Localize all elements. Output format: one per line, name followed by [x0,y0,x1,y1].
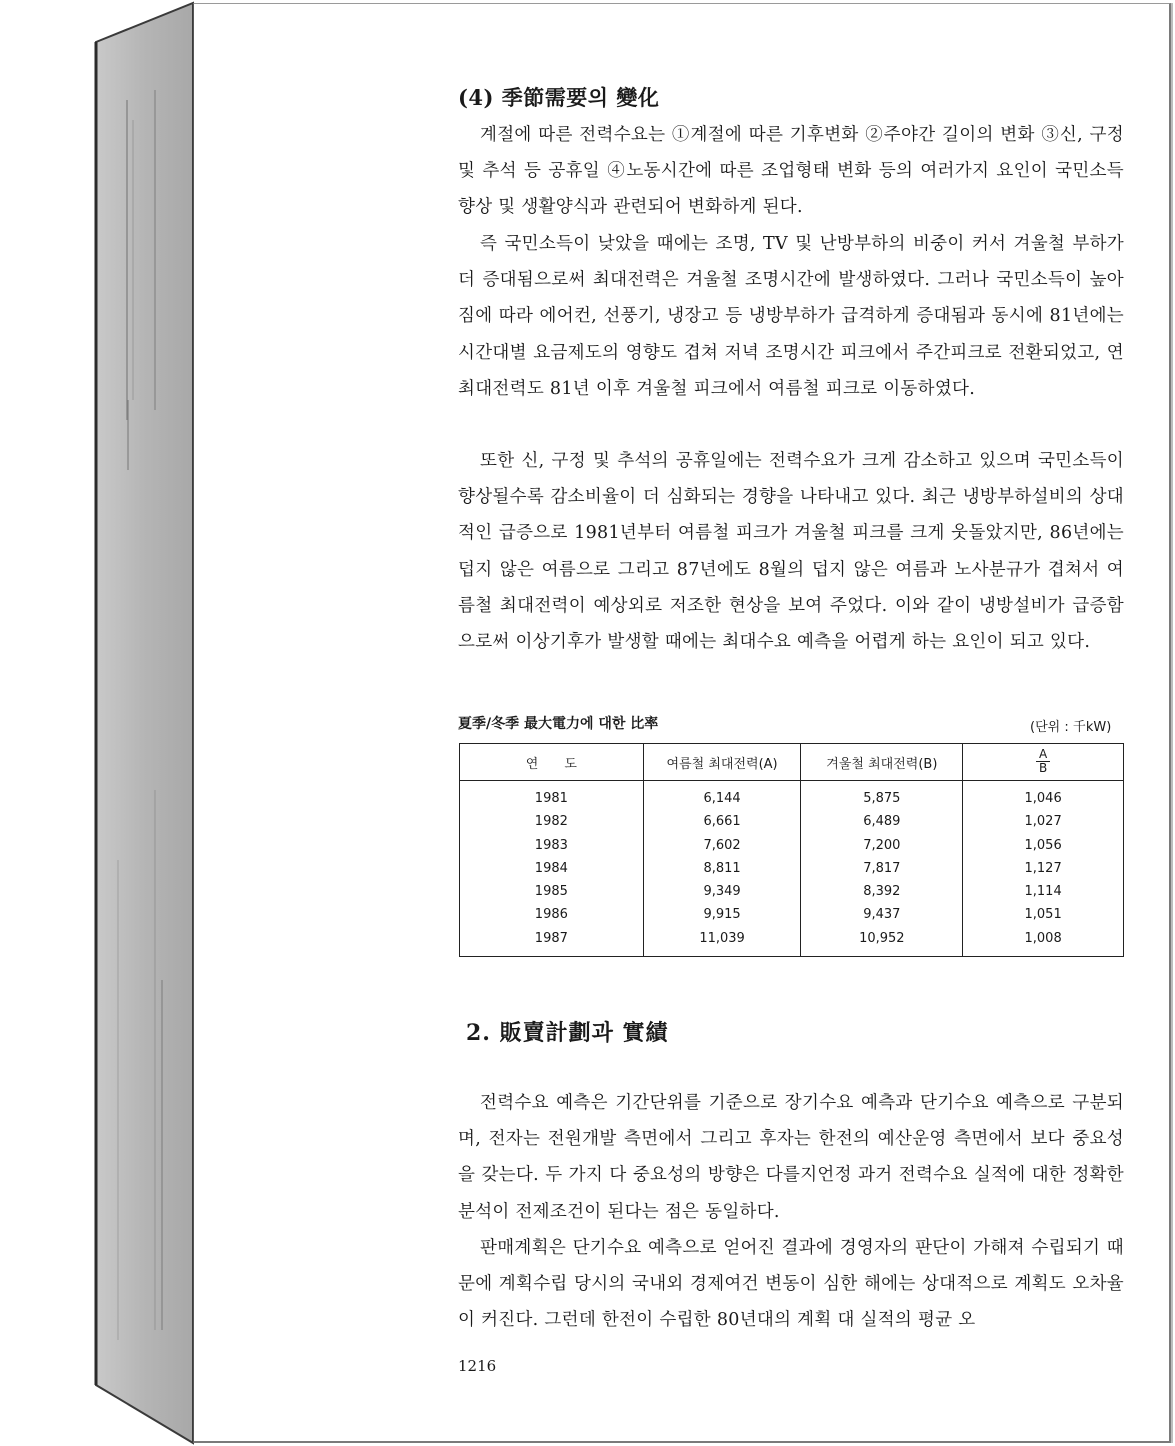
cell-winter: 9,437 [801,903,963,926]
cell-ratio: 1,127 [1024,860,1062,876]
header-winter-peak: 겨울철 최대전력(B) [801,744,963,781]
header-summer-peak: 여름철 최대전력(A) [643,744,801,781]
page-number: 1216 [458,1357,497,1375]
table-row [460,927,1124,957]
cell-winter: 6,489 [801,810,963,833]
chapter-heading: 2. 販賣計劃과 實績 [466,1020,669,1046]
cell-ratio: 1,008 [1024,930,1062,946]
cell-ratio: 1,114 [1024,884,1062,900]
cell-summer: 8,811 [643,857,801,880]
table-row [460,880,1124,903]
table-row [460,781,1124,811]
cell-year: 1987 [460,927,644,957]
cell-winter: 8,392 [801,880,963,903]
cell-ratio: 1,056 [1024,837,1062,853]
header-year: 연 도 [460,744,644,781]
cell-winter: 5,875 [801,781,963,811]
header-ratio [963,744,1124,781]
cell-ratio: 1,051 [1024,907,1062,923]
cell-winter: 7,200 [801,834,963,857]
ratio-numerator: A [1036,748,1050,762]
cell-year: 1982 [460,810,644,833]
cell-summer: 9,915 [643,903,801,926]
table-row [460,834,1124,857]
chapter-paragraph-2: 판매계획은 단기수요 예측으로 얻어진 결과에 경영자의 판단이 가해져 수립되기 때문에 계획수립 당시의 국내외 경제여건 변동이 심한 해에는 상대적으로 계획도 오차율이 커진다. 그런데 한전이 수립한 80년대의 계획 대 실적의 평균 오 [458,1238,1124,1331]
cell-winter: 7,817 [801,857,963,880]
cell-year: 1984 [460,857,644,880]
cell-year: 1983 [460,834,644,857]
peak-ratio-table [459,743,1124,957]
ratio-fraction [1036,748,1050,775]
section-paragraph-2: 즉 국민소득이 낮았을 때에는 조명, TV 및 난방부하의 비중이 커서 겨울철 부하가 더 증대됨으로써 최대전력은 겨울철 조명시간에 발생하였다. 그러나 국민소득이 높아짐에 따라 에어컨, 선풍기, 냉장고 등 냉방부하가 급격하게 증대됨과 동시에 81년에는 시간대별 요금제도의 영향도 겹쳐 저녁 조명시간 피크에서 주간피크로 전환되었고, 연 최대전력도 81년 이후 겨울철 피크에서 여름철 피크로 이동하였다. [458,234,1124,399]
section-paragraph-3: 또한 신, 구정 및 추석의 공휴일에는 전력수요가 크게 감소하고 있으며 국민소득이 향상될수록 감소비율이 더 심화되는 경향을 나타내고 있다. 최근 냉방부하설비의 상대적인 급증으로 1981년부터 여름철 피크가 겨울철 피크를 크게 웃돌았지만, 86년에는 덥지 않은 여름으로 그리고 87년에도 8월의 덥지 않은 여름과 노사분규가 겹쳐서 여름철 최대전력이 예상외로 저조한 현상을 보여 주었다. 이와 같이 냉방설비가 급증함으로써 이상기후가 발생할 때에는 최대수요 예측을 어렵게 하는 요인이 되고 있다. [458,451,1124,653]
chapter-paragraph-1: 전력수요 예측은 기간단위를 기준으로 장기수요 예측과 단기수요 예측으로 구분되며, 전자는 전원개발 측면에서 그리고 후자는 한전의 예산운영 측면에서 보다 중요성을 갖는다. 두 가지 다 중요성의 방향은 다를지언정 과거 전력수요 실적에 대한 정확한 분석이 전제조건이 된다는 점은 동일하다. [458,1093,1124,1222]
cell-ratio: 1,027 [1024,814,1062,830]
table-caption: 夏季/冬季 最大電力에 대한 比率 [458,716,659,732]
cell-year: 1985 [460,880,644,903]
cell-winter: 10,952 [801,927,963,957]
table-row [460,810,1124,833]
ratio-denominator: B [1038,761,1048,775]
cell-summer: 6,661 [643,810,801,833]
cell-year: 1981 [460,781,644,811]
cell-summer: 6,144 [643,781,801,811]
cell-summer: 7,602 [643,834,801,857]
cell-year: 1986 [460,903,644,926]
table-row [460,857,1124,880]
table-unit: (단위 : 千kW) [1030,720,1112,735]
section-paragraph-1: 계절에 따른 전력수요는 ①계절에 따른 기후변화 ②주야간 길이의 변화 ③신, 구정 및 추석 등 공휴일 ④노동시간에 따른 조업형태 변화 등의 여러가지 요인이 국민소득 향상 및 생활양식과 관련되어 변화하게 된다. [458,125,1124,218]
table-row [460,903,1124,926]
cell-summer: 11,039 [643,927,801,957]
cell-summer: 9,349 [643,880,801,903]
table-header-row [460,744,1124,781]
section-heading: (4) 季節需要의 變化 [458,85,660,110]
cell-ratio: 1,046 [1024,791,1062,806]
